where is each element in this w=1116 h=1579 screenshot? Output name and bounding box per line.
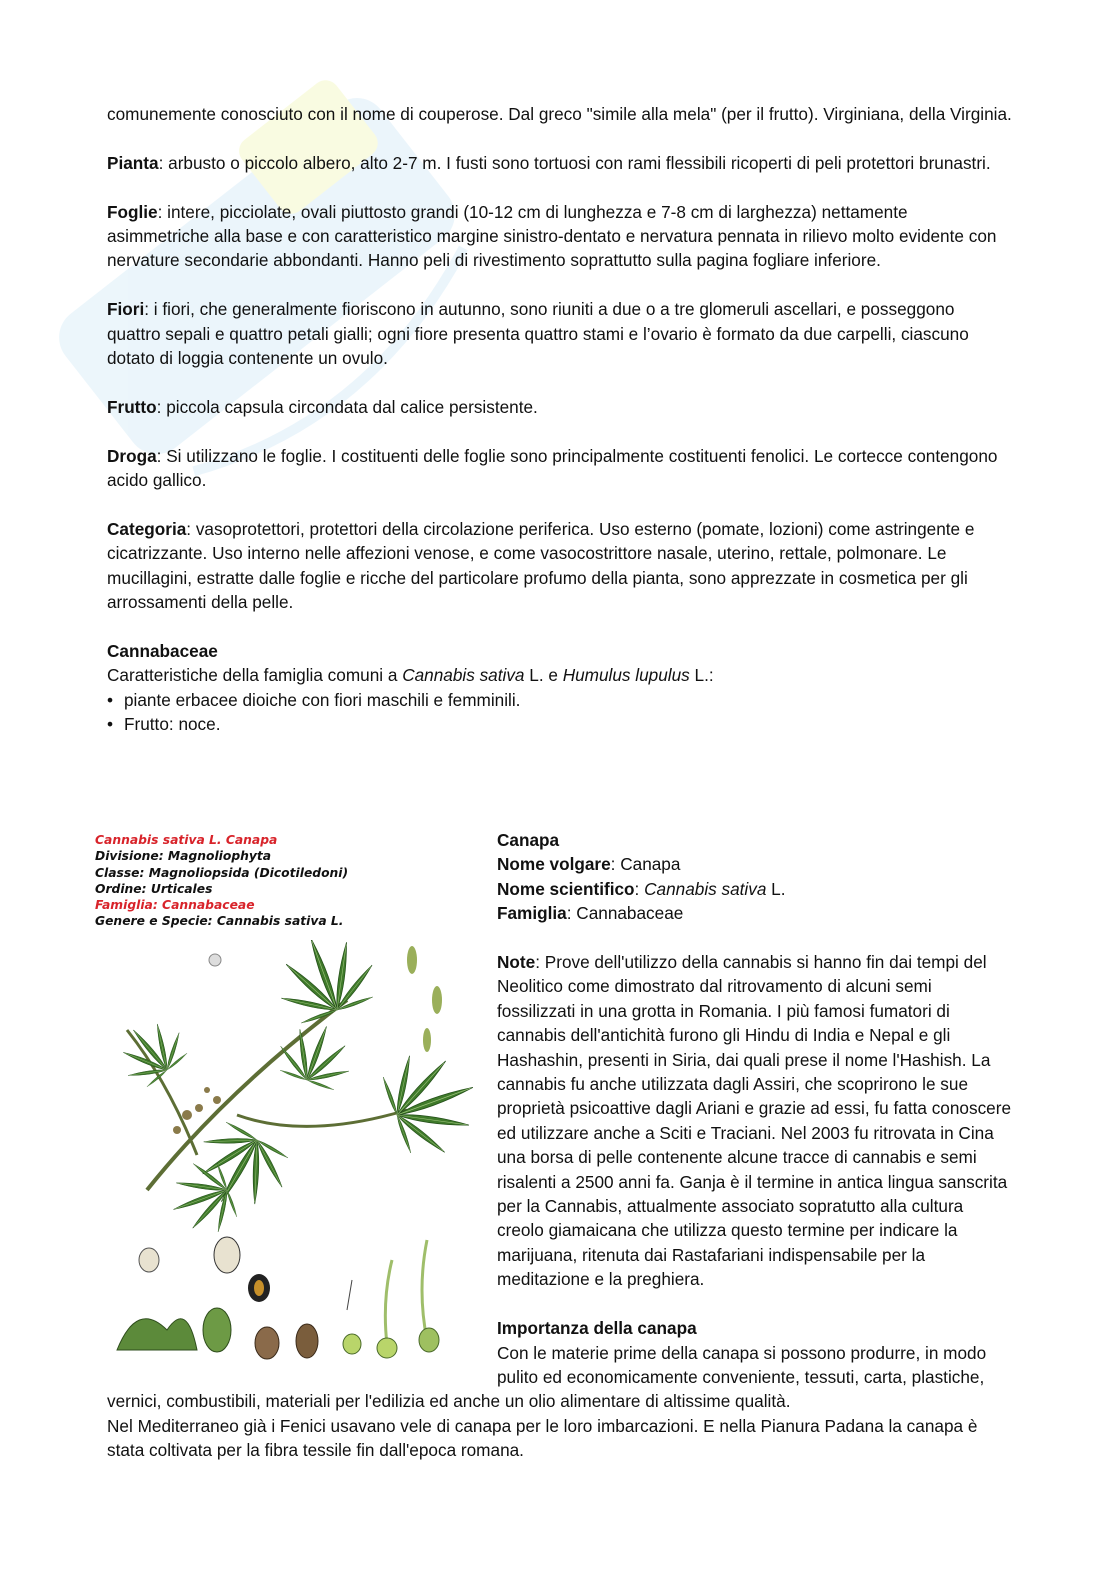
family-intro: Caratteristiche della famiglia comuni a Cannabis sativa L. e Humulus lupulus L.: xyxy=(107,665,714,686)
family-block xyxy=(107,639,1012,737)
document-body xyxy=(107,102,1012,736)
list-item: • piante erbacee dioiche con fiori maschili e femminili. xyxy=(107,688,1012,712)
section-categoria: Categoria: vasoprotettori, protettori della circolazione periferica. Uso esterno (pomate, lozioni) come astringente e cicatrizzante. Uso interno nelle affezioni venose, e come vasocostrittore nasale, uterino, rettale, polmonare. Le mucillagini, estratte dalle foglie e ricche del particolare profumo della pianta, sono apprezzate in cosmetica per gli arrossamenti della pelle. xyxy=(107,518,975,613)
note-paragraph: Note: Prove dell'utilizzo della cannabis si hanno fin dai tempi del Neolitico come dimostrato dal ritrovamento di alcuni semi fossilizzati in una grotta in Romania. I più famosi fumatori di cannabis dell'antichità furono gli Hindu di India e Nepal e gli Hashashin, presenti in Siria, dai quali prese il nome l'Hashish. La cannabis fu anche utilizzata dagli Assiri, che scoprirono le sue proprietà psicoattive dagli Ariani e grazie ad essi, fu fatta conoscere ed utilizzare anche a Sciti e Traciani. Nel 2003 fu ritrovata in Cina una borsa di pelle contenente alcune tracce di cannabis e semi risalenti a 2500 anni fa. Ganja è il termine in antica lingua sanscrita per la Cannabis, attualmente associato sopratutto alla cultura creolo giamaicana che utilizza questo termine per indicare la marijuana, ritenuta dai Rastafariani indispensabile per la meditazione e la preghiera. xyxy=(497,952,1012,1290)
importanza-paragraph: Con le materie prime della canapa si possono produrre, in modo pulito ed economicamente conveniente, tessuti, carta, plastiche, vernici, combustibili, materiali per l'edilizia ed anche un olio alimentare di altissime qualità. xyxy=(107,1342,987,1412)
cannabis-illustration xyxy=(95,828,489,1368)
famiglia: Famiglia: Cannabaceae xyxy=(497,903,684,924)
family-title: Cannabaceae xyxy=(107,640,218,661)
cannabis-plant-drawing xyxy=(107,940,489,1360)
section-frutto: Frutto: piccola capsula circondata dal calice persistente. xyxy=(107,396,538,417)
section-droga: Droga: Si utilizzano le foglie. I costituenti delle foglie sono principalmente costituenti fenolici. Le cortecce contengono acido gallico. xyxy=(107,445,998,491)
section-fiori: Fiori: i fiori, che generalmente fioriscono in autunno, sono riuniti a due o a tre glomeruli ascellari, e posseggono quattro sepali e quattro petali gialli; ogni fiore presenta quattro stami e l’ovario è formato da due carpelli, ciascuno dotato di loggia contenente un ovulo. xyxy=(107,299,969,369)
section-foglie: Foglie: intere, picciolate, ovali piuttosto grandi (10-12 cm di lunghezza e 7-8 cm di larghezza) nettamente asimmetriche alla base e con caratteristico margine sinistro-dentato e nervatura pennata in rilievo molto evidente con nervature secondarie abbondanti. Hanno peli di rivestimento soprattutto sulla pagina fogliare inferiore. xyxy=(107,201,997,271)
section-pianta: Pianta: arbusto o piccolo albero, alto 2-7 m. I fusti sono tortuosi con rami flessibili ricoperti di peli protettori brunastri. xyxy=(107,152,991,173)
mediterraneo-paragraph: Nel Mediterraneo già i Fenici usavano vele di canapa per le loro imbarcazioni. E nella Pianura Padana la canapa è stata coltivata per la fibra tessile fin dall'epoca romana. xyxy=(107,1415,978,1461)
list-item: • Frutto: noce. xyxy=(107,712,1012,736)
nome-volgare: Nome volgare: Canapa xyxy=(497,854,681,875)
nome-scientifico: Nome scientifico: Cannabis sativa L. xyxy=(497,878,786,899)
canapa-section xyxy=(95,828,1012,1463)
intro-paragraph: comunemente conosciuto con il nome di couperose. Dal greco "simile alla mela" (per il frutto). Virginiana, della Virginia. xyxy=(107,104,1012,124)
figure-caption: Cannabis sativa L. Canapa Divisione: Magnoliophyta Classe: Magnoliopsida (Dicotiledoni) Ordine: Urticales Famiglia: Cannabaceae Genere e Specie: Cannabis sativa L. xyxy=(95,833,349,929)
family-bullets xyxy=(107,688,1012,737)
importanza-title: Importanza della canapa xyxy=(497,1318,697,1339)
canapa-title: Canapa xyxy=(497,830,560,850)
